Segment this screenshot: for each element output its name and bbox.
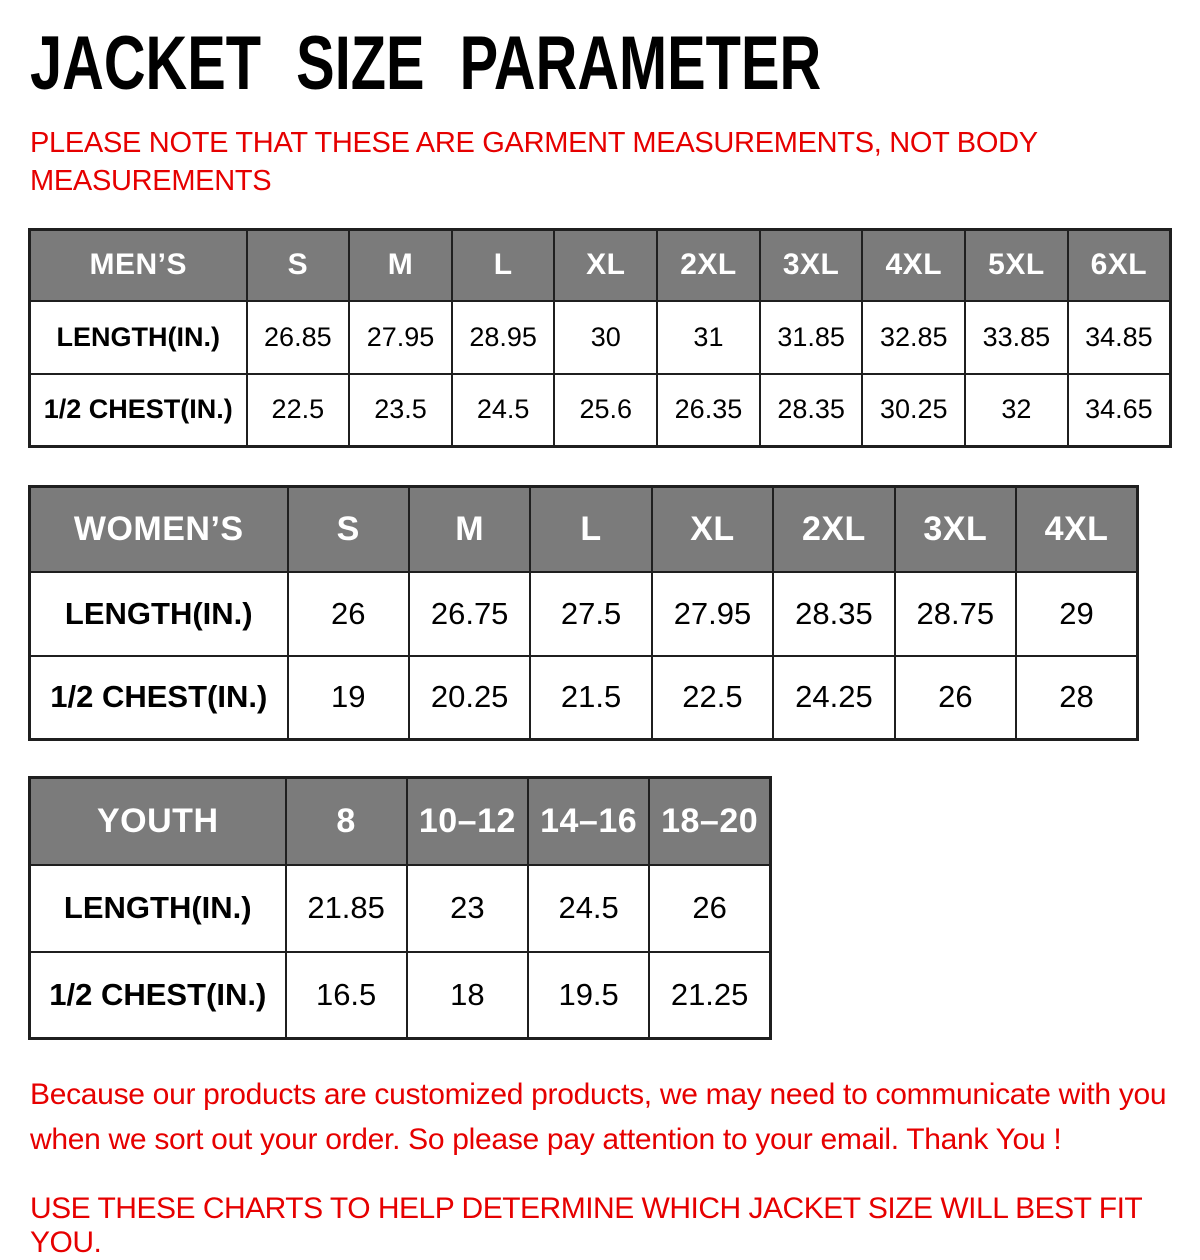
measurement-value-cell: 26 xyxy=(895,656,1016,740)
measurement-value-cell: 21.85 xyxy=(286,865,407,952)
garment-measurement-note xyxy=(30,124,1200,200)
note-line: MEASUREMENTS xyxy=(30,165,272,197)
table-row xyxy=(30,301,1171,374)
measurement-value-cell: 27.95 xyxy=(652,572,773,656)
table-title-cell: MEN’S xyxy=(30,230,247,301)
size-header-cell: 6XL xyxy=(1068,230,1171,301)
measurement-value-cell: 28.35 xyxy=(760,374,863,447)
size-header-cell: M xyxy=(349,230,452,301)
size-header-cell: L xyxy=(530,487,651,572)
size-header-cell: S xyxy=(288,487,409,572)
measurement-value-cell: 24.5 xyxy=(452,374,555,447)
measurement-value-cell: 32.85 xyxy=(862,301,965,374)
note-line: PLEASE NOTE THAT THESE ARE GARMENT MEASUREMENTS, NOT BODY xyxy=(30,127,1038,159)
measurement-value-cell: 26.35 xyxy=(657,374,760,447)
size-header-cell: 4XL xyxy=(1016,487,1137,572)
table-row xyxy=(30,865,771,952)
measurement-value-cell: 22.5 xyxy=(652,656,773,740)
measurement-value-cell: 23 xyxy=(407,865,528,952)
measurement-value-cell: 24.5 xyxy=(528,865,649,952)
size-header-cell: 8 xyxy=(286,778,407,865)
measurement-value-cell: 30.25 xyxy=(862,374,965,447)
header-row xyxy=(30,778,771,865)
size-header-cell: 2XL xyxy=(657,230,760,301)
size-header-cell: 14–16 xyxy=(528,778,649,865)
footer-line: Because our products are customized products, we may need to communicate with you xyxy=(30,1078,1167,1111)
table-title-cell: WOMEN’S xyxy=(30,487,288,572)
measurement-value-cell: 27.95 xyxy=(349,301,452,374)
table-row xyxy=(30,572,1138,656)
size-header-cell: XL xyxy=(652,487,773,572)
measurement-value-cell: 31.85 xyxy=(760,301,863,374)
measurement-value-cell: 19.5 xyxy=(528,952,649,1039)
row-label-cell: 1/2 CHEST(IN.) xyxy=(30,374,247,447)
table-row xyxy=(30,374,1171,447)
youth-size-table xyxy=(28,776,772,1040)
measurement-value-cell: 22.5 xyxy=(247,374,350,447)
measurement-value-cell: 28.95 xyxy=(452,301,555,374)
header-row xyxy=(30,487,1138,572)
mens-size-table xyxy=(28,228,1172,448)
header-row xyxy=(30,230,1171,301)
table-row xyxy=(30,952,771,1039)
measurement-value-cell: 16.5 xyxy=(286,952,407,1039)
measurement-value-cell: 20.25 xyxy=(409,656,530,740)
measurement-value-cell: 24.25 xyxy=(773,656,894,740)
table-title-cell: YOUTH xyxy=(30,778,286,865)
measurement-value-cell: 21.25 xyxy=(649,952,770,1039)
row-label-cell: LENGTH(IN.) xyxy=(30,572,288,656)
footer-line: when we sort out your order. So please pay attention to your email. Thank You ! xyxy=(30,1123,1062,1156)
size-chart-page xyxy=(0,21,1200,1259)
measurement-value-cell: 26 xyxy=(649,865,770,952)
measurement-value-cell: 32 xyxy=(965,374,1068,447)
size-header-cell: XL xyxy=(554,230,657,301)
measurement-value-cell: 33.85 xyxy=(965,301,1068,374)
size-header-cell: 10–12 xyxy=(407,778,528,865)
custom-order-note xyxy=(30,1072,1200,1162)
measurement-value-cell: 34.65 xyxy=(1068,374,1171,447)
row-label-cell: LENGTH(IN.) xyxy=(30,865,286,952)
measurement-value-cell: 31 xyxy=(657,301,760,374)
measurement-value-cell: 28.35 xyxy=(773,572,894,656)
size-header-cell: M xyxy=(409,487,530,572)
size-header-cell: 3XL xyxy=(760,230,863,301)
measurement-value-cell: 23.5 xyxy=(349,374,452,447)
measurement-value-cell: 26.75 xyxy=(409,572,530,656)
measurement-value-cell: 30 xyxy=(554,301,657,374)
measurement-value-cell: 28.75 xyxy=(895,572,1016,656)
row-label-cell: 1/2 CHEST(IN.) xyxy=(30,656,288,740)
size-header-cell: 5XL xyxy=(965,230,1068,301)
size-header-cell: 4XL xyxy=(862,230,965,301)
womens-size-table xyxy=(28,485,1139,741)
measurement-value-cell: 25.6 xyxy=(554,374,657,447)
measurement-value-cell: 26 xyxy=(288,572,409,656)
measurement-value-cell: 21.5 xyxy=(530,656,651,740)
size-header-cell: 2XL xyxy=(773,487,894,572)
row-label-cell: LENGTH(IN.) xyxy=(30,301,247,374)
page-title: JACKET SIZE PARAMETER xyxy=(30,21,822,106)
measurement-value-cell: 27.5 xyxy=(530,572,651,656)
size-header-cell: L xyxy=(452,230,555,301)
size-header-cell: 3XL xyxy=(895,487,1016,572)
measurement-value-cell: 28 xyxy=(1016,656,1137,740)
fit-tip: USE THESE CHARTS TO HELP DETERMINE WHICH JACKET SIZE WILL BEST FIT YOU. xyxy=(30,1192,1142,1259)
size-header-cell: 18–20 xyxy=(649,778,770,865)
measurement-value-cell: 18 xyxy=(407,952,528,1039)
measurement-value-cell: 29 xyxy=(1016,572,1137,656)
table-row xyxy=(30,656,1138,740)
measurement-value-cell: 19 xyxy=(288,656,409,740)
row-label-cell: 1/2 CHEST(IN.) xyxy=(30,952,286,1039)
size-header-cell: S xyxy=(247,230,350,301)
measurement-value-cell: 34.85 xyxy=(1068,301,1171,374)
measurement-value-cell: 26.85 xyxy=(247,301,350,374)
